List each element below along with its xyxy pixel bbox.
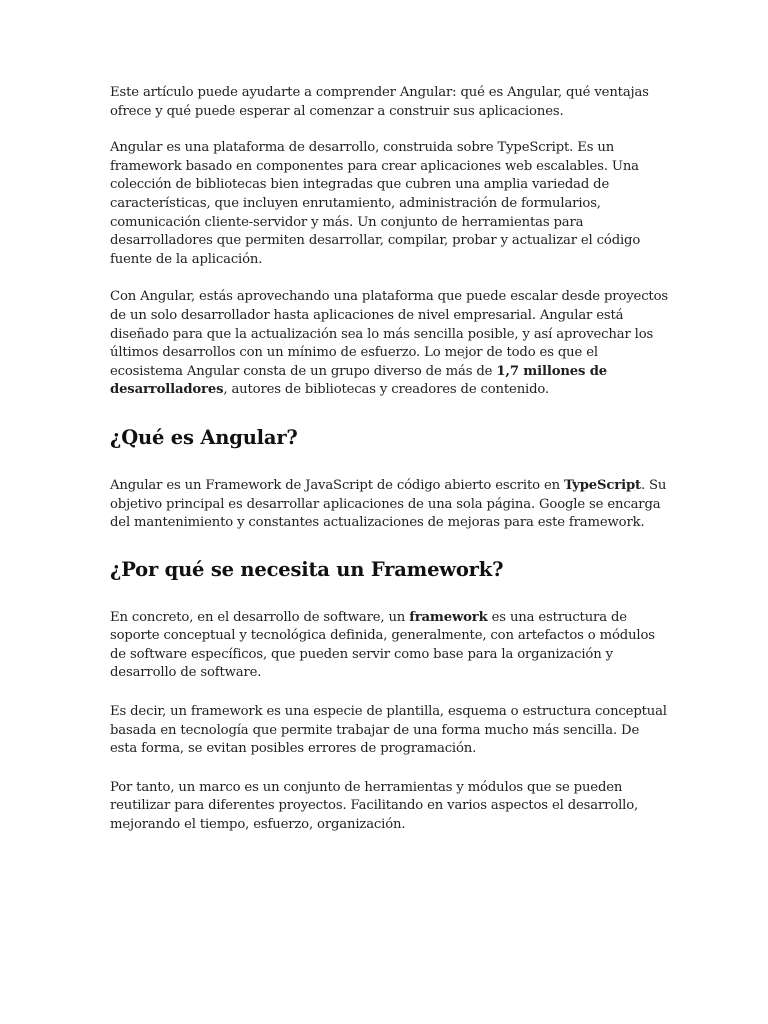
framework-template-paragraph: Es decir, un framework es una especie de plantilla, esquema o estructura conceptual basada en tecnología que permite trabajar de una forma mucho más sencilla. De esta forma, se evitan posibles errores de programación. — [110, 704, 667, 757]
framework-bold: framework — [409, 609, 488, 625]
angular-scale-text-start: Con Angular, estás aprovechando una plataforma que puede escalar desde proyectos de un solo desarrollador hasta aplicaciones de nivel empresarial. Angular está diseñado para que la actualización sea lo más sencilla posible, y así aprovechar los últimos desarrollos con un mínimo de esfuerzo. Lo mejor de todo es que el ecosistema Angular consta de un grupo diverso de más de — [110, 289, 668, 379]
framework-definition-paragraph — [110, 609, 670, 683]
what-is-angular-paragraph — [110, 477, 670, 533]
what-is-angular-text-end: . Su objetivo principal es desarrollar aplicaciones de una sola página. Google se encarga del mantenimiento y constantes actualizaciones de mejoras para este framework. — [110, 477, 667, 531]
angular-scale-paragraph — [110, 288, 670, 400]
framework-definition-text-end: es una estructura de soporte conceptual y tecnológica definida, generalmente, con artefactos o módulos de software específicos, que pueden servir como base para la organización y desarrollo de software. — [110, 609, 655, 681]
what-is-angular-text-start: Angular es un Framework de JavaScript de código abierto escrito en — [110, 477, 564, 493]
angular-platform-paragraph: Angular es una plataforma de desarrollo, construida sobre TypeScript. Es un framework basado en componentes para crear aplicaciones web escalables. Una colección de bibliotecas bien integradas que cubren una amplia variedad de características, que incluyen enrutamiento, administración de formularios, comunicación cliente-servidor y más. Un conjunto de herramientas para desarrolladores que permiten desarrollar, compilar, probar y actualizar el código fuente de la aplicación. — [110, 140, 641, 267]
framework-reuse-paragraph: Por tanto, un marco es un conjunto de herramientas y módulos que se pueden reutilizar para diferentes proyectos. Facilitando en varios aspectos el desarrollo, mejorando el tiempo, esfuerzo, organización. — [110, 779, 639, 833]
heading-what-is-angular: ¿Qué es Angular? — [110, 425, 298, 449]
developers-count-bold: 1,7 millones de desarrolladores — [110, 363, 608, 398]
document-page — [110, 84, 670, 855]
typescript-bold: TypeScript — [564, 477, 641, 493]
framework-definition-text-start: En concreto, en el desarrollo de software, un — [110, 609, 410, 625]
angular-scale-text-end: , autores de bibliotecas y creadores de contenido. — [223, 382, 550, 398]
heading-why-framework: ¿Por qué se necesita un Framework? — [110, 557, 504, 581]
intro-paragraph: Este artículo puede ayudarte a comprender Angular: qué es Angular, qué ventajas ofrece y qué puede esperar al comenzar a construir sus aplicaciones. — [110, 85, 649, 119]
